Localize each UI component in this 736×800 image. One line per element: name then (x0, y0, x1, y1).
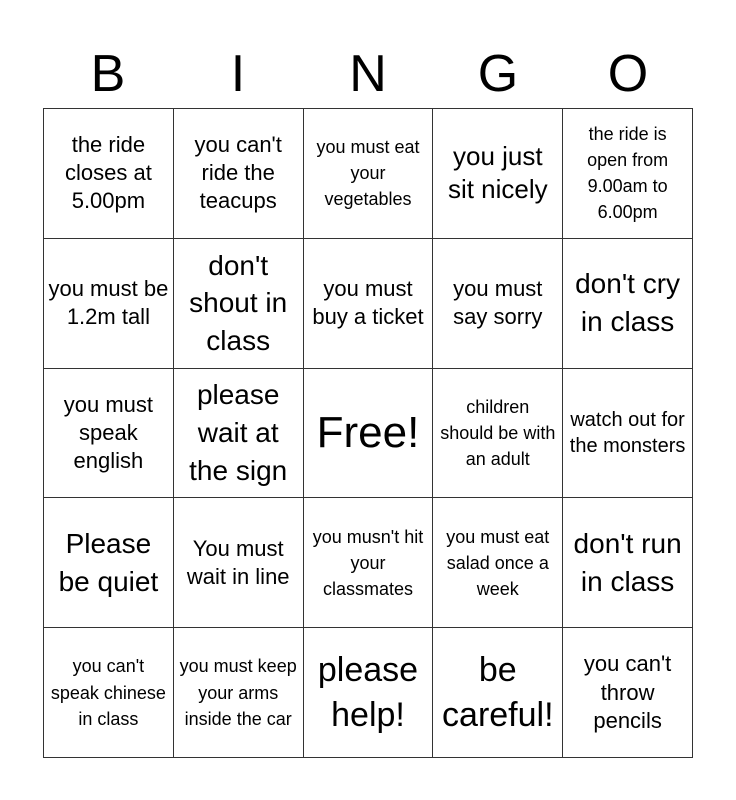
cell-text: you must be 1.2m tall (48, 276, 169, 330)
cell-text: You must wait in line (186, 535, 290, 589)
bingo-cell[interactable] (304, 498, 434, 628)
bingo-cell[interactable] (563, 628, 693, 758)
bingo-cell[interactable] (433, 239, 563, 369)
cell-text: you must keep your arms inside the car (179, 656, 297, 729)
bingo-cell[interactable] (174, 498, 304, 628)
bingo-header (43, 40, 693, 108)
bingo-cell[interactable] (174, 239, 304, 369)
bingo-cell[interactable] (304, 239, 434, 369)
bingo-cell[interactable] (563, 498, 693, 628)
bingo-cell[interactable] (44, 498, 174, 628)
bingo-cell[interactable] (174, 369, 304, 499)
cell-text: please wait at the sign (189, 379, 288, 486)
bingo-board (43, 108, 693, 758)
header-letter-g: G (477, 45, 519, 103)
bingo-cell[interactable] (174, 109, 304, 239)
cell-text: be careful! (442, 651, 554, 734)
cell-text: Free! (316, 407, 420, 457)
bingo-cell[interactable] (433, 109, 563, 239)
header-letter-o: O (607, 45, 649, 103)
cell-text: don't cry in class (575, 268, 681, 338)
cell-text: you musn't hit your classmates (312, 526, 424, 599)
bingo-cell[interactable] (563, 369, 693, 499)
bingo-cell[interactable] (433, 498, 563, 628)
cell-text: you just sit nicely (447, 140, 548, 205)
bingo-cell[interactable] (174, 628, 304, 758)
cell-text: don't run in class (573, 527, 682, 597)
bingo-cell[interactable] (44, 109, 174, 239)
bingo-cell[interactable] (304, 628, 434, 758)
header-letter-n: N (349, 45, 387, 103)
header-letter-i: I (230, 45, 246, 103)
cell-text: you can't ride the teacups (194, 132, 282, 214)
cell-text: you must speak english (63, 391, 154, 474)
cell-text: you must buy a ticket (312, 276, 424, 330)
free-cell[interactable] (304, 369, 434, 499)
bingo-cell[interactable] (563, 239, 693, 369)
bingo-cell[interactable] (563, 109, 693, 239)
bingo-cell[interactable] (433, 628, 563, 758)
cell-text: the ride is open from 9.00am to 6.00pm (587, 124, 669, 223)
cell-text: you must eat your vegetables (316, 137, 420, 210)
cell-text: you can't speak chinese in class (50, 656, 166, 729)
cell-text: don't shout in class (189, 249, 288, 357)
header-letter-b: B (90, 45, 126, 103)
cell-text: children should be with an adult (440, 396, 556, 470)
bingo-cell[interactable] (433, 369, 563, 499)
cell-text: please help! (317, 651, 419, 734)
cell-text: you can't throw pencils (583, 651, 672, 733)
cell-text: you must eat salad once a week (446, 526, 550, 599)
cell-text: the ride closes at 5.00pm (64, 132, 152, 214)
cell-text: Please be quiet (58, 527, 159, 597)
bingo-cell[interactable] (44, 239, 174, 369)
bingo-cell[interactable] (304, 109, 434, 239)
cell-text: watch out for the monsters (569, 408, 686, 457)
bingo-cell[interactable] (44, 628, 174, 758)
cell-text: you must say sorry (453, 276, 543, 330)
bingo-cell[interactable] (44, 369, 174, 499)
